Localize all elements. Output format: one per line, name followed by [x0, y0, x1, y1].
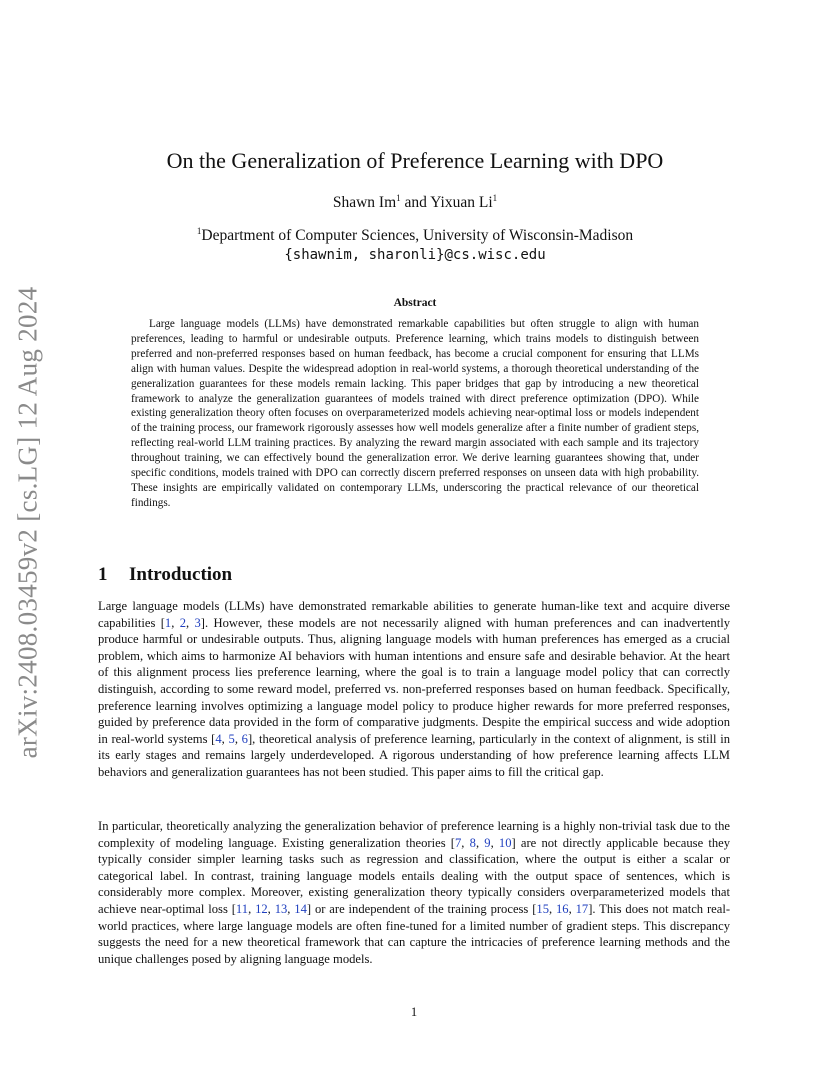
citation-link[interactable]: 5: [228, 731, 235, 746]
affiliation-line: [100, 225, 730, 247]
affiliation-mark: 1: [196, 226, 202, 236]
citation-link[interactable]: 8: [469, 835, 476, 850]
citation-link[interactable]: 4: [215, 731, 222, 746]
affiliation-mark: 1: [396, 193, 401, 203]
citation-link[interactable]: 3: [194, 615, 201, 630]
section-title: Introduction: [129, 564, 233, 585]
citation-link[interactable]: 13: [274, 901, 288, 916]
citation-link[interactable]: 14: [294, 901, 307, 916]
citation-link[interactable]: 10: [498, 835, 512, 850]
citation-link[interactable]: 11: [235, 901, 249, 916]
citation-link[interactable]: 9: [484, 835, 491, 850]
author-joiner: and: [400, 194, 431, 211]
citation-link[interactable]: 1: [164, 615, 172, 630]
intro-paragraph-1: Large language models (LLMs) have demonstrated remarkable abilities to generate human-like text and acquire diverse capabilities [1, 2, 3]. However, these models are not necessarily aligned with human preferences and can inadvertently produce harmful or undesirable outputs. Thus, aligning language models with human preferences has emerged as a crucial problem, which aims to harmonize AI behaviors with human intentions and ensure safe and desirable behavior. At the heart of this alignment process lies preference learning, where the goal is to train a language model policy that can correctly distinguish, according to some reward model, preferred vs. non-preferred responses based on human feedback. Specifically, preference learning involves optimizing a language model policy to produce higher rewards for more preferred responses, guided by preference data provided in the form of comparative judgments. Despite the empirical success and wide adoption in real-world systems [4, 5, 6], theoretical analysis of preference learning, particularly in the context of alignment, is still in its early stages and remains largely underdeveloped. A rigorous understanding of how preference learning affects LLM behaviors and generalization guarantees has not been studied. This paper aims to fill the critical gap.: [98, 599, 731, 779]
author-name: Yixuan Li: [430, 194, 493, 211]
author-line: [100, 192, 730, 214]
section-number: 1: [98, 564, 108, 585]
abstract-heading: Abstract: [393, 297, 437, 309]
citation-link[interactable]: 6: [241, 731, 248, 746]
page-number: 1: [410, 1005, 418, 1019]
author-name: Shawn Im: [332, 194, 397, 211]
affiliation-mark: 1: [492, 193, 498, 203]
section-heading: [98, 562, 232, 588]
intro-paragraph-2: In particular, theoretically analyzing the generalization behavior of preference learning is a highly non-trivial task due to the complexity of modeling language. Existing generalization theories [7, 8, 9, 10] are not directly applicable because they typically consider simpler learning tasks such as regression and classification, where the output is either a scalar or categorical label. In contrast, training language models entails dealing with the output space of sentences, which is considerably more complex. Moreover, existing generalization theory typically considers overparameterized models that achieve near-optimal loss [11, 12, 13, 14] or are independent of the training process [15, 16, 17]. This does not match real-world practices, where large language models are often fine-tuned for a limited number of gradient steps. This discrepancy suggests the need for a new theoretical framework that can capture the intricacies of preference learning methods and the unique challenges posed by aligning language models.: [98, 819, 731, 966]
affiliation-text: Department of Computer Sciences, University of Wisconsin-Madison: [201, 227, 634, 244]
citation-link[interactable]: 2: [179, 615, 186, 630]
citation-link[interactable]: 7: [455, 835, 462, 850]
arxiv-identifier-text: arXiv:2408.03459v2 [cs.LG] 12 Aug 2024: [12, 286, 43, 758]
citation-link[interactable]: 17: [575, 901, 589, 916]
citation-link[interactable]: 12: [255, 901, 268, 916]
citation-link[interactable]: 15: [536, 901, 549, 916]
abstract-body: Large language models (LLMs) have demonstrated remarkable capabilities but often struggle to align with human preferences, leading to harmful or undesirable outputs. Preference learning, which trains models to distinguish between preferred and non-preferred responses based on human feedback, has become a crucial component for ensuring that LLMs align with human values. Despite the widespread adoption in real-world systems, a thorough theoretical understanding of the generalization guarantees for these models remain lacking. This paper bridges that gap by introducing a new theoretical framework to analyze the generalization guarantees of models trained with direct preference optimization (DPO). While existing generalization theory often focuses on overparameterized models achieving near-optimal loss or models independent of the training process, our framework rigorously assesses how well models generalize after a finite number of gradient steps, reflecting real-world LLM training practices. By analyzing the reward margin associated with each sample and its trajectory throughout training, we can effectively bound the generalization error. We derive learning guarantees showing that, under specific conditions, models trained with DPO can correctly discern preferred responses on unseen data with high probability. These insights are empirically validated on contemporary LLMs, underscoring the practical relevance of our theoretical findings.: [131, 318, 699, 509]
paper-title: On the Generalization of Preference Learning with DPO: [166, 148, 664, 173]
citation-link[interactable]: 16: [556, 901, 569, 916]
author-email: {shawnim, sharonli}@cs.wisc.edu: [284, 247, 546, 263]
arxiv-identifier-stamp: [6, 282, 50, 762]
